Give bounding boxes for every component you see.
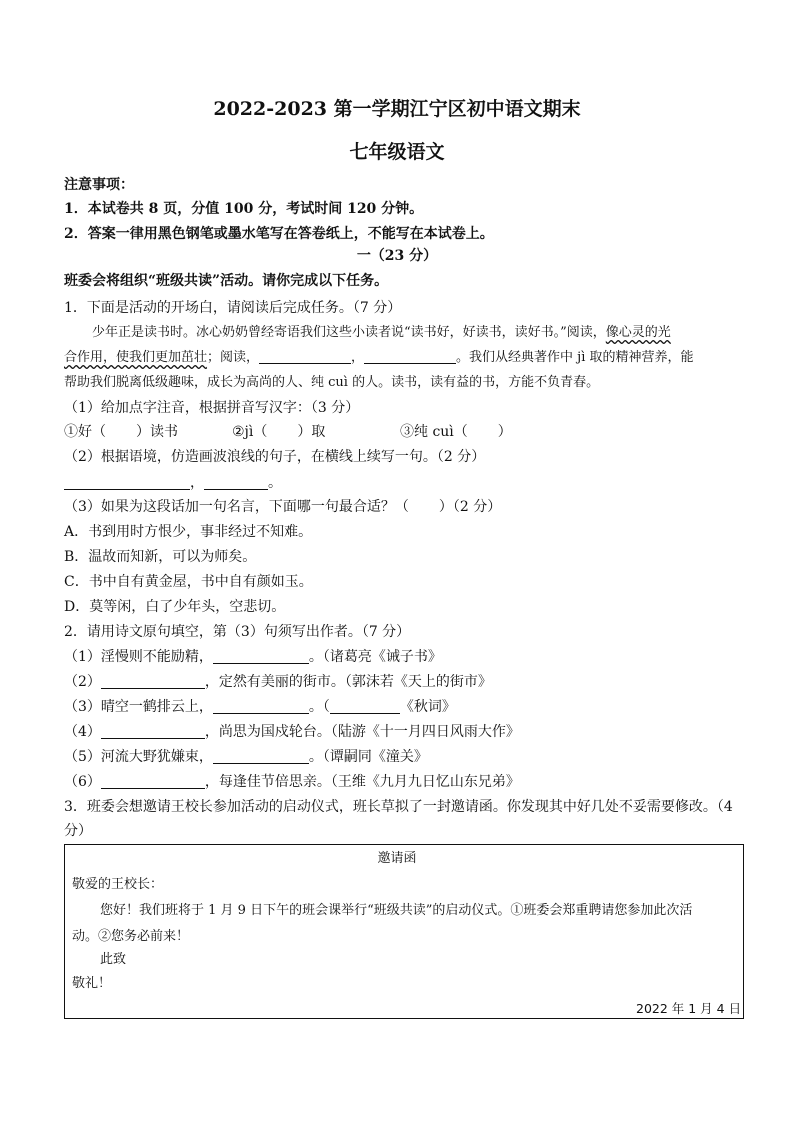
q2-line-4: （4） ，尚思为国戍轮台。（陆游《十一月四日风雨大作》 — [64, 724, 520, 740]
answer-blank[interactable] — [259, 349, 351, 364]
q2-line-6: （6） ，每逢佳节倍思亲。（王维《九月九日忆山东兄弟》 — [64, 774, 520, 790]
exam-title: 2022-2023 第一学期江宁区初中语文期末 — [213, 98, 581, 120]
q1-sub1: （1）给加点字注音，根据拼音写汉字：（3 分） — [64, 400, 360, 416]
passage-line-1 — [92, 324, 671, 342]
q1-sub1-item-2: ②jì（ ）取 — [232, 424, 326, 440]
answer-blank[interactable] — [213, 649, 309, 664]
letter-body-line-1: 您好！我们班将于 1 月 9 日下午的班会课举行“班级共读”的启动仪式。①班委会郑重聘请您参加此次活 — [100, 903, 693, 918]
section-intro: 班委会将组织“班级共读”活动。请你完成以下任务。 — [64, 273, 389, 289]
letter-salutation: 敬爱的王校长： — [72, 877, 164, 892]
letter-closing-1: 此致 — [100, 952, 127, 967]
answer-blank[interactable] — [213, 699, 309, 714]
letter-body-line-2: 动。②您务必前来！ — [72, 929, 190, 944]
q2-stem: 2．请用诗文原句填空，第（3）句须写出作者。（7 分） — [64, 624, 411, 640]
q3-stem: 3．班委会想邀请王校长参加活动的启动仪式，班长草拟了一封邀请函。你发现其中好几处不妥需要修改。（4 — [64, 799, 733, 815]
passage-text: ；阅读， — [207, 350, 260, 365]
answer-blank[interactable] — [101, 674, 205, 689]
option-d: D．莫等闲，白了少年头，空悲切。 — [64, 599, 286, 615]
letter-closing-2: 敬礼！ — [72, 976, 112, 991]
q2-line-1: （1）淫慢则不能励精， 。（诸葛亮《诫子书》 — [64, 649, 442, 665]
letter-date: 2022 年 1 月 4 日 — [636, 1001, 742, 1016]
answer-blank[interactable] — [64, 475, 190, 490]
q3-stem-cont: 分） — [64, 823, 92, 839]
q1-stem: 1．下面是活动的开场白，请阅读后完成任务。（7 分） — [64, 300, 402, 316]
option-a: A．书到用时方恨少，事非经过不知难。 — [64, 524, 313, 540]
exam-subtitle: 七年级语文 — [349, 141, 445, 163]
q2-line-3: （3）晴空一鹤排云上， 。（ 《秋词》 — [64, 699, 456, 715]
q1-sub2: （2）根据语境，仿造画波浪线的句子，在横线上续写一句。（2 分） — [64, 449, 486, 465]
passage-text: 。我们从经典著作中 jì 取的精神营养，能 — [456, 350, 694, 365]
answer-blank[interactable] — [364, 349, 456, 364]
answer-blank[interactable] — [330, 699, 400, 714]
q2-line-5: （5）河流大野犹嫌束， 。（谭嗣同《潼关》 — [64, 749, 428, 765]
passage-line-2 — [64, 349, 694, 367]
passage-text: 少年正是读书时。冰心奶奶曾经寄语我们这些小读者说“读书好，好读书，读好书。”阅读， — [92, 325, 606, 340]
option-b: B．温故而知新，可以为师矣。 — [64, 549, 257, 565]
q1-sub1-item-3: ③纯 cuì（ ） — [400, 424, 512, 440]
answer-blank[interactable] — [101, 774, 205, 789]
option-c: C．书中自有黄金屋，书中自有颜如玉。 — [64, 574, 313, 590]
answer-blank[interactable] — [213, 749, 309, 764]
letter-title: 邀请函 — [377, 851, 417, 866]
notes-item-2: 2．答案一律用黑色钢笔或墨水笔写在答卷纸上，不能写在本试卷上。 — [64, 226, 494, 242]
notes-item-1: 1．本试卷共 8 页，分值 100 分，考试时间 120 分钟。 — [64, 201, 424, 217]
q1-sub1-item-1: ①好（ ）读书 — [64, 424, 178, 440]
passage-line-3: 帮助我们脱离低级趣味，成长为高尚的人、纯 cuì 的人。读书，读有益的书，方能不负青春。 — [64, 375, 600, 390]
q2-line-2: （2） ，定然有美丽的街市。（郭沫若《天上的街市》 — [64, 674, 492, 690]
wavy-sentence: 合作用，使我们更加茁壮 — [64, 350, 208, 365]
passage-text: ， — [351, 350, 365, 365]
answer-blank[interactable] — [101, 724, 205, 739]
section-heading: 一（23 分） — [356, 248, 438, 264]
wavy-sentence: 像心灵的光 — [605, 325, 671, 340]
answer-blank[interactable] — [204, 475, 268, 490]
q1-sub3: （3）如果为这段话加一句名言，下面哪一句最合适？（ ）（2 分） — [64, 499, 502, 515]
notes-heading: 注意事项： — [64, 177, 134, 193]
q1-sub2-answer-line: ， 。 — [64, 474, 282, 492]
